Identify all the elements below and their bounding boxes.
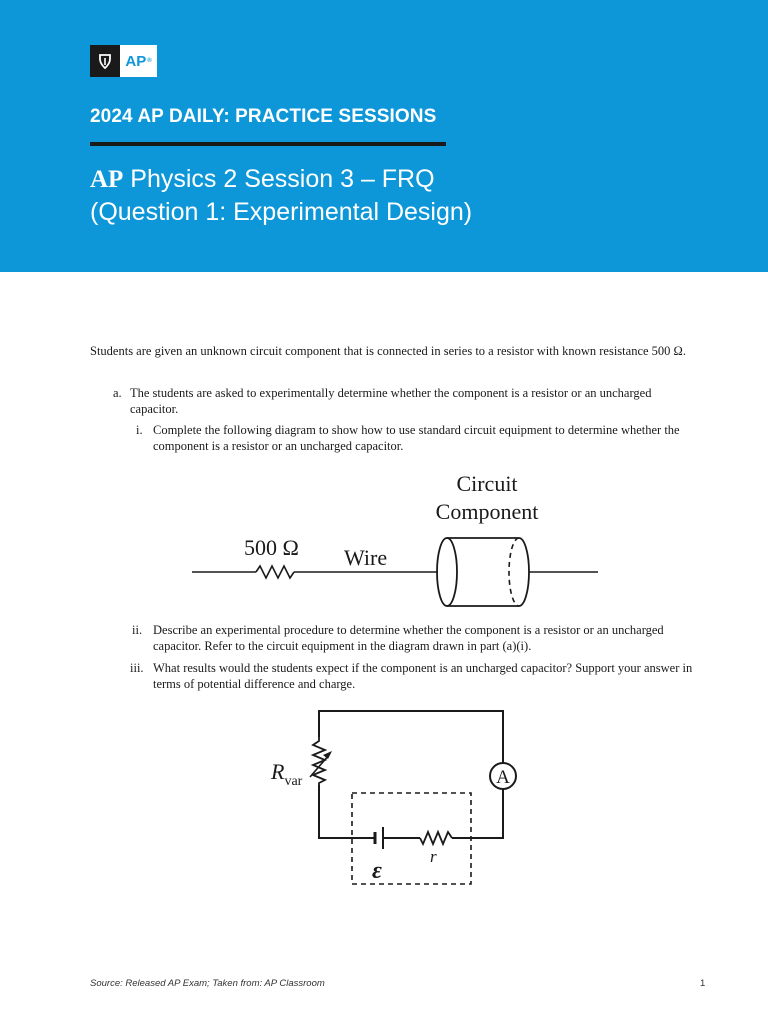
part-a-i-marker: i.: [136, 423, 143, 437]
page-title: AP Physics 2 Session 3 – FRQ (Question 1: Experimental Design): [90, 165, 473, 226]
circuit-component-cylinder: [437, 538, 529, 606]
part-a-iii: [130, 660, 696, 692]
footer-source: Source: Released AP Exam; Taken from: AP Classroom: [90, 978, 325, 989]
part-a-ii-text: Describe an experimental procedure to determine whether the component is a resistor or an uncharged capacitor. Refer to the circuit equipment in the diagram drawn in part (a)(i).: [153, 623, 664, 653]
wire-label: Wire: [344, 545, 388, 570]
part-a-i-text: Complete the following diagram to show how to use standard circuit equipment to determine whether the component is a resistor or an uncharged capacitor.: [153, 423, 680, 453]
part-a-text: The students are asked to experimentally determine whether the component is a resistor or an uncharged capacitor.: [130, 386, 652, 416]
acorn-icon: [90, 45, 120, 77]
part-a-iii-text: What results would the students expect if the component is an uncharged capacitor? Support your answer in terms of potential difference and charge.: [153, 661, 693, 691]
series-circuit-diagram: [190, 470, 610, 620]
session-title: 2024 AP DAILY: PRACTICE SESSIONS: [90, 106, 437, 127]
logo-text: AP ®: [125, 52, 152, 70]
component-label-1: Circuit: [456, 471, 518, 496]
page-number: 1: [700, 978, 706, 989]
ammeter-circuit-diagram: [262, 705, 532, 890]
ammeter-label: A: [496, 767, 510, 788]
part-a-ii-marker: ii.: [132, 623, 143, 637]
part-a-i: [136, 422, 696, 454]
component-label-2: Component: [435, 499, 539, 524]
resistor-label: 500 Ω: [244, 535, 299, 560]
part-a: [113, 385, 698, 417]
emf-label: ε: [372, 858, 382, 884]
header-banner: [0, 0, 768, 272]
question-intro: Students are given an unknown circuit component that is connected in series to a resistor with known resistance 500 Ω.: [90, 344, 686, 358]
part-a-iii-marker: iii.: [130, 661, 144, 675]
rvar-label: $R_{var}$: [271, 759, 303, 789]
title-rule: [90, 142, 446, 146]
part-a-ii: [132, 622, 696, 654]
internal-r-label: r: [430, 847, 437, 866]
part-a-marker: a.: [113, 386, 122, 400]
ap-logo: [90, 45, 157, 77]
